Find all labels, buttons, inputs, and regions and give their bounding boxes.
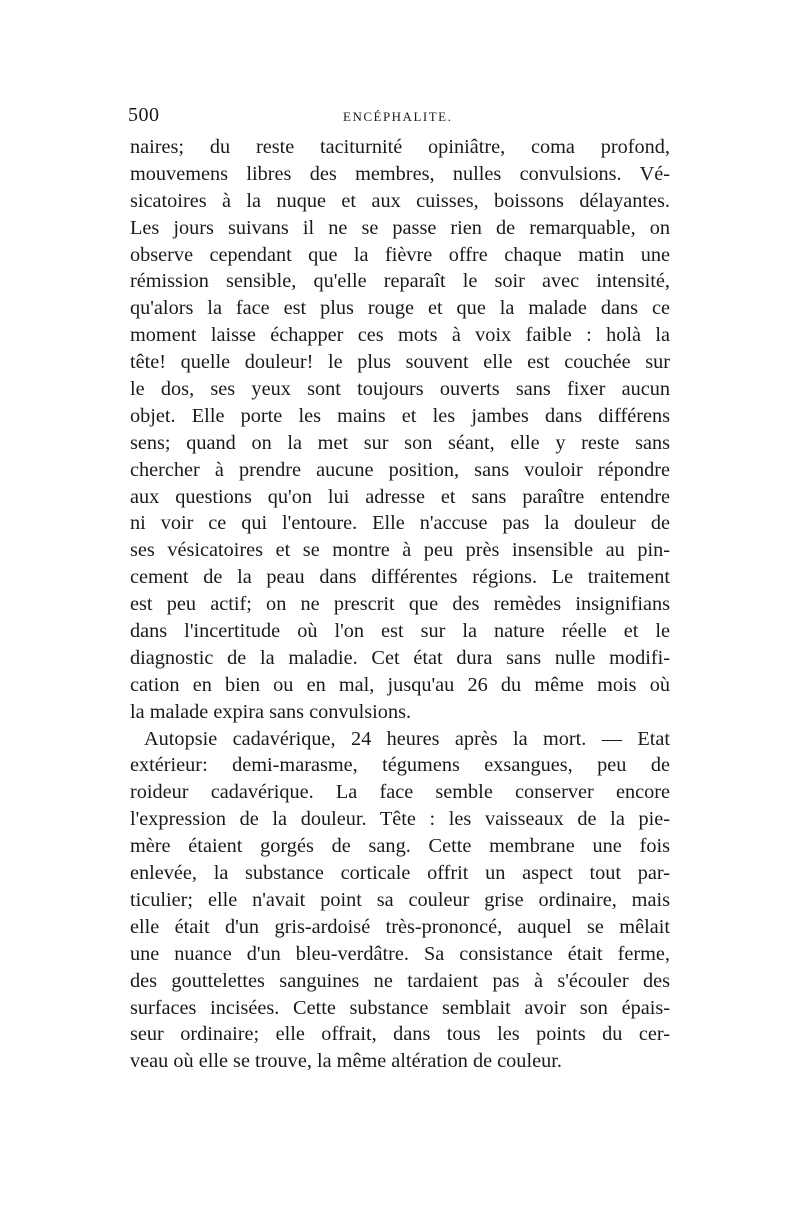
text-segment: l'expression de la douleur. [130,808,380,831]
text-line [130,430,670,457]
text-line [130,726,670,753]
text-segment: — Etat [586,727,670,750]
text-segment: : les vaisseaux de la pie- [415,808,670,831]
text-line [130,1048,670,1075]
text-line [130,215,670,242]
text-segment: cation en bien ou en mal, jusqu'au 26 du même mois où [130,673,670,696]
text-line [130,914,670,941]
text-segment: roideur cadavérique. La face semble conserver encore [130,781,670,804]
running-head: ENCÉPHALITE. [343,109,453,124]
text-line [130,322,670,349]
text-segment: ticulier; elle n'avait point sa couleur grise ordinaire, mais [130,888,670,911]
text-segment: extérieur: demi-marasme, tégumens exsangues, peu de [130,754,670,777]
text-line [130,457,670,484]
text-line [130,349,670,376]
italic-text-segment: holà la [606,324,671,347]
text-segment: le plus souvent elle est couchée sur [313,351,670,374]
text-line [130,537,670,564]
text-line [130,376,670,403]
text-line [130,564,670,591]
text-line [130,295,670,322]
text-line [130,134,670,161]
italic-text-segment: Tête [379,808,416,831]
text-segment: ses vésicatoires et se montre à peu près insensible au pin- [130,539,670,562]
text-segment: naires; du reste taciturnité opiniâtre, coma profond, [130,136,670,158]
text-line [130,806,670,833]
text-line [130,188,670,215]
text-segment: sens; quand on la met sur son séant, elle y reste sans [130,431,670,454]
text-segment: mère étaient gorgés de sang. Cette membrane une fois [130,835,670,858]
page-number: 500 [128,104,160,126]
text-segment: des gouttelettes sanguines ne tardaient pas à s'écouler des [130,969,670,992]
body-text [130,134,670,1075]
text-segment: qu'alors la face est plus rouge et que la malade dans ce [130,297,670,320]
text-segment: Les jours suivans il ne se passe rien de remarquable, on [130,216,670,239]
text-segment: chercher à prendre aucune position, sans vouloir répondre [130,458,670,481]
text-segment: cement de la peau dans différentes régions. Le traitement [130,566,670,589]
text-line [130,645,670,672]
text-line [130,887,670,914]
text-line [130,510,670,537]
text-line [130,779,670,806]
text-segment: seur ordinaire; elle offrait, dans tous les points du cer- [130,1023,670,1046]
text-segment: moment laisse échapper ces mots à voix faible : [130,324,607,347]
text-line [130,833,670,860]
text-segment: une nuance d'un bleu-verdâtre. Sa consistance était ferme, [130,942,670,965]
page-header [128,104,668,128]
text-segment: ni voir ce qui l'entoure. Elle n'accuse pas la douleur de [130,512,670,535]
text-segment: le dos, ses yeux sont toujours ouverts sans fixer aucun [130,378,670,401]
text-line [130,484,670,511]
text-line [130,860,670,887]
text-line [130,268,670,295]
text-segment: diagnostic de la maladie. Cet état dura sans nulle modifi- [130,646,670,669]
text-segment: dans l'incertitude où l'on est sur la nature réelle et le [130,620,670,643]
text-line [130,995,670,1022]
text-line [130,941,670,968]
text-line [130,161,670,188]
text-segment: enlevée, la substance corticale offrit un aspect tout par- [130,862,670,885]
text-line [130,699,670,726]
text-line [130,1021,670,1048]
text-segment: elle était d'un gris-ardoisé très-prononcé, auquel se mêlait [130,915,670,938]
text-segment: objet. Elle porte les mains et les jambes dans différens [130,404,670,427]
text-line [130,752,670,779]
text-segment: est peu actif; on ne prescrit que des remèdes insignifians [130,593,670,616]
text-line [130,591,670,618]
text-segment: veau où elle se trouve, la même altération de couleur. [130,1050,562,1073]
text-segment: observe cependant que la fièvre offre chaque matin une [130,243,670,266]
text-line [130,242,670,269]
text-segment: mouvemens libres des membres, nulles convulsions. Vé- [130,162,670,185]
italic-text-segment: tête! quelle douleur! [130,351,314,374]
text-line [130,403,670,430]
text-line [130,968,670,995]
text-line [130,618,670,645]
italic-text-segment: Autopsie cadavérique, 24 heures après la mort. [144,727,587,750]
text-line [130,672,670,699]
text-segment: aux questions qu'on lui adresse et sans paraître entendre [130,485,670,508]
text-segment: surfaces incisées. Cette substance semblait avoir son épais- [130,996,670,1019]
text-segment: rémission sensible, qu'elle reparaît le soir avec intensité, [130,270,670,293]
text-segment: sicatoires à la nuque et aux cuisses, boissons délayantes. [130,189,670,212]
text-segment: la malade expira sans convulsions. [130,700,412,723]
